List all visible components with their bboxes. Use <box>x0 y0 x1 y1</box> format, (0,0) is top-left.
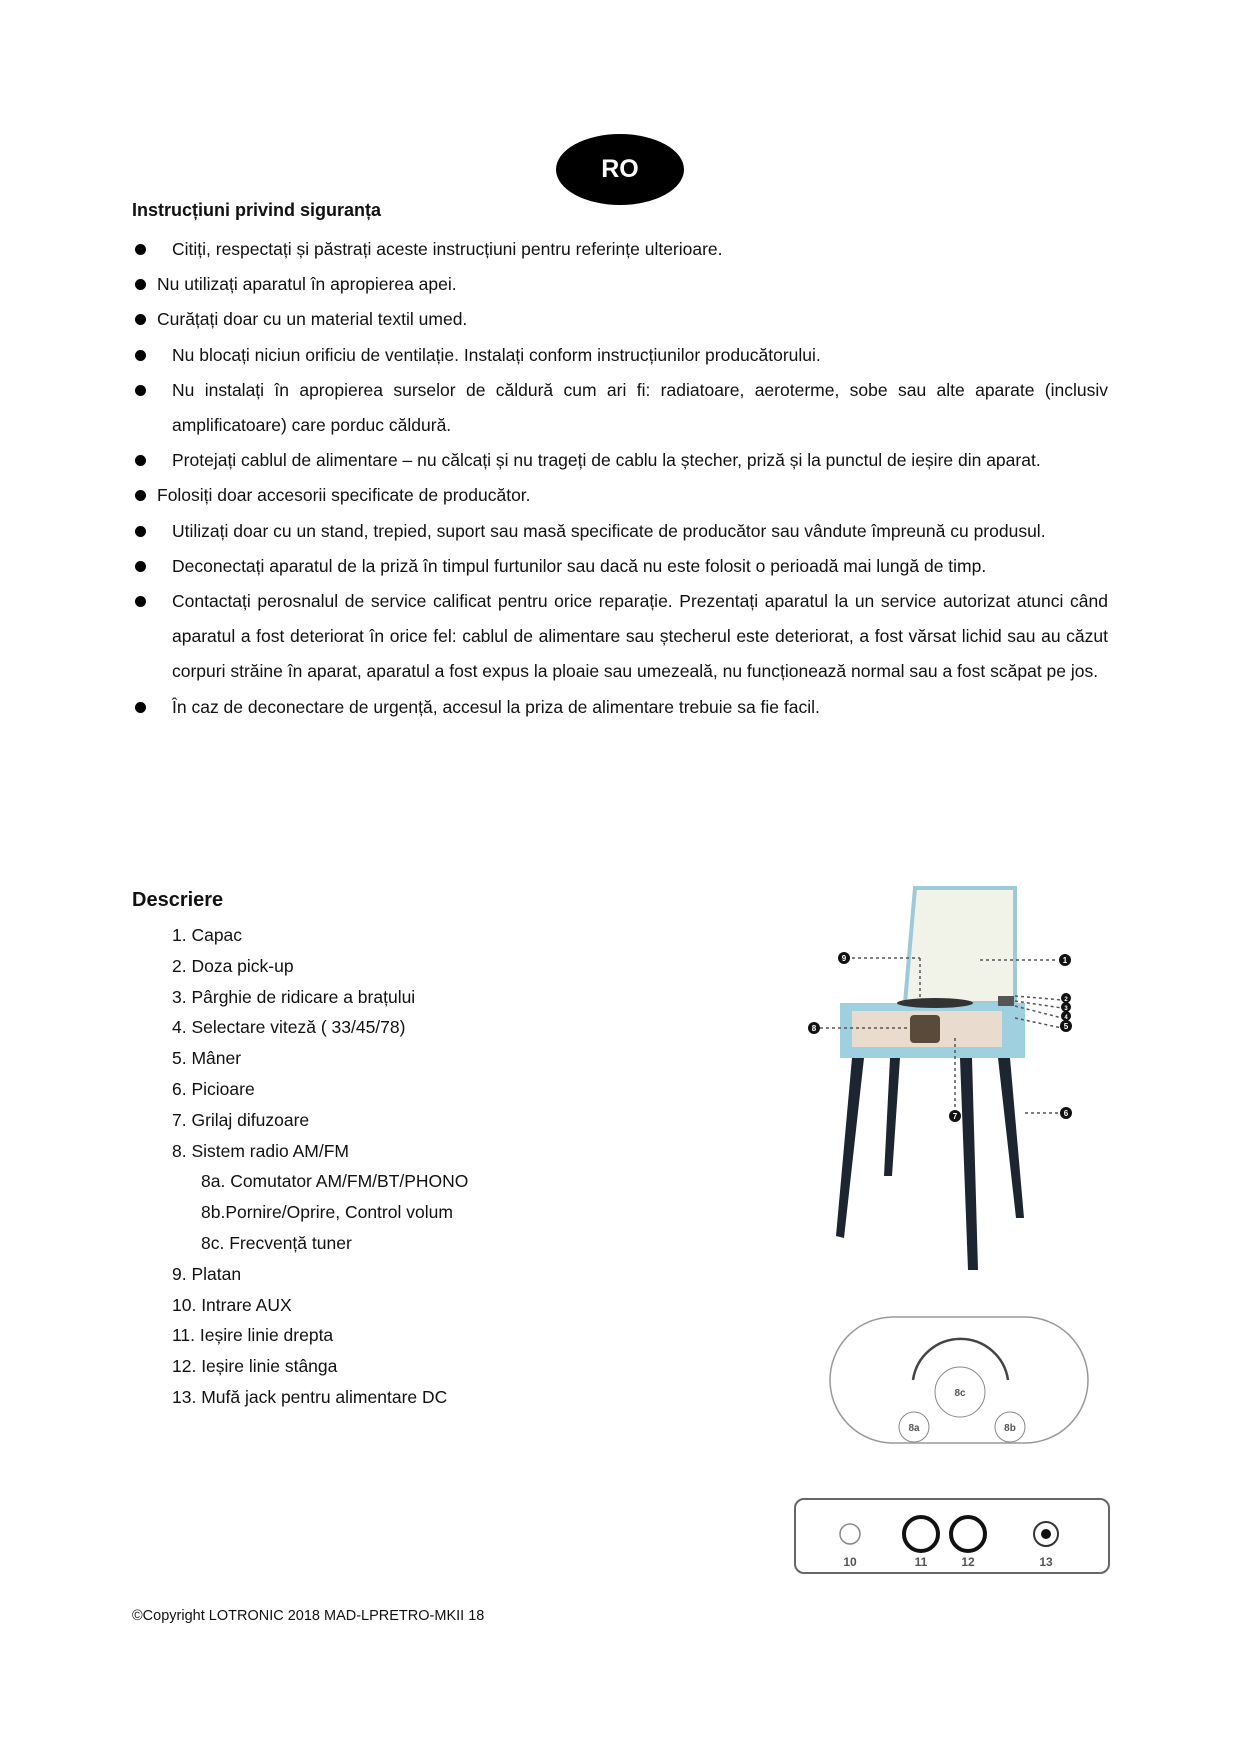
knob-8a-label: 8a <box>908 1423 920 1434</box>
callout-1: 1 <box>1062 956 1068 965</box>
bullet-icon <box>135 561 146 572</box>
list-item: 11. Ieșire linie drepta <box>172 1325 334 1346</box>
turntable-illustration <box>800 878 1100 1278</box>
jack-panel-diagram <box>793 1496 1113 1580</box>
bullet-icon <box>135 455 146 466</box>
knob-8b-label: 8b <box>1004 1423 1016 1434</box>
list-item: 8a. Comutator AM/FM/BT/PHONO <box>201 1171 469 1192</box>
callout-5: 5 <box>1063 1022 1069 1031</box>
callout-4: 4 <box>1064 1015 1068 1021</box>
bullet-icon <box>135 526 146 537</box>
jack-12-label: 12 <box>961 1555 975 1569</box>
bullet-icon <box>135 244 146 255</box>
callout-6: 6 <box>1063 1109 1069 1118</box>
list-item: Contactați perosnalul de service calificat pentru orice reparație. Prezentați aparatul la un service autorizat atunci când aparatul a fost deteriorat în orice fel: cablul de alimentare sau ștecherul este deteriorat, a fost vărsat lichid sau au căzut corpuri străine în aparat, aparatul a fost expus la ploaie sau umezeală, nu funcționează normal sau a fost scăpat pe jos. <box>132 584 1108 690</box>
description-heading: Descriere <box>132 889 224 911</box>
safety-list <box>132 232 1108 725</box>
callout-3: 3 <box>1064 1006 1068 1012</box>
list-item: Curățați doar cu un material textil umed. <box>132 302 1108 337</box>
list-item: 1. Capac <box>172 925 243 945</box>
callout-9: 9 <box>841 954 847 963</box>
list-item: 5. Mâner <box>172 1048 242 1069</box>
list-item: 3. Pârghie de ridicare a brațului <box>172 986 416 1007</box>
bullet-icon <box>135 385 146 396</box>
bullet-icon <box>135 490 146 501</box>
jack-10-label: 10 <box>843 1555 857 1569</box>
list-item: 9. Platan <box>172 1263 242 1284</box>
list-item: Nu utilizați aparatul în apropierea apei. <box>132 267 1108 302</box>
control-panel-diagram <box>828 1315 1090 1451</box>
callout-8: 8 <box>811 1024 817 1033</box>
footer-copyright: ©Copyright LOTRONIC 2018 MAD-LPRETRO-MKII 18 <box>132 1608 485 1624</box>
list-item: Folosiți doar accesorii specificate de producător. <box>132 478 1108 513</box>
bullet-icon <box>135 279 146 290</box>
bullet-icon <box>135 596 146 607</box>
list-item: 8c. Frecvență tuner <box>201 1232 352 1253</box>
list-item: Citiți, respectați și păstrați aceste instrucțiuni pentru referințe ulterioare. <box>132 232 1108 267</box>
description-list <box>172 920 468 1413</box>
list-item: 4. Selectare viteză ( 33/45/78) <box>172 1017 406 1038</box>
list-item: 6. Picioare <box>172 1078 255 1099</box>
list-item: Nu blocați niciun orificiu de ventilație. Instalați conform instrucțiunilor producătorului. <box>132 338 1108 373</box>
bullet-icon <box>135 314 146 325</box>
callout-2: 2 <box>1064 997 1068 1003</box>
list-item: 10. Intrare AUX <box>172 1294 292 1315</box>
jack-11-label: 11 <box>914 1555 928 1569</box>
list-item: Protejați cablul de alimentare – nu călcați și nu trageți de cablu la ștecher, priză și la punctul de ieșire din aparat. <box>132 443 1108 478</box>
list-item: 8. Sistem radio AM/FM <box>172 1140 349 1161</box>
knob-8c-label: 8c <box>954 1388 966 1399</box>
list-item: În caz de deconectare de urgență, accesul la priza de alimentare trebuie sa fie facil. <box>132 690 1108 725</box>
list-item: 7. Grilaj difuzoare <box>172 1109 310 1130</box>
list-item: 12. Ieșire linie stânga <box>172 1356 338 1377</box>
callout-7: 7 <box>952 1112 958 1121</box>
list-item: Utilizați doar cu un stand, trepied, suport sau masă specificate de producător sau vândute împreună cu produsul. <box>132 514 1108 549</box>
safety-heading: Instrucțiuni privind siguranța <box>132 200 382 220</box>
list-item: Nu instalați în apropierea surselor de căldură cum ari fi: radiatoare, aeroterme, sobe sau alte aparate (inclusiv amplificatoare) care porduc căldură. <box>132 373 1108 443</box>
list-item: 8b.Pornire/Oprire, Control volum <box>201 1202 453 1223</box>
jack-13-label: 13 <box>1039 1555 1053 1569</box>
list-item: 2. Doza pick-up <box>172 955 294 976</box>
list-item: 13. Mufă jack pentru alimentare DC <box>172 1386 448 1407</box>
language-badge: RO <box>556 134 684 205</box>
list-item: Deconectați aparatul de la priză în timpul furtunilor sau dacă nu este folosit o perioadă mai lungă de timp. <box>132 549 1108 584</box>
bullet-icon <box>135 350 146 361</box>
bullet-icon <box>135 702 146 713</box>
